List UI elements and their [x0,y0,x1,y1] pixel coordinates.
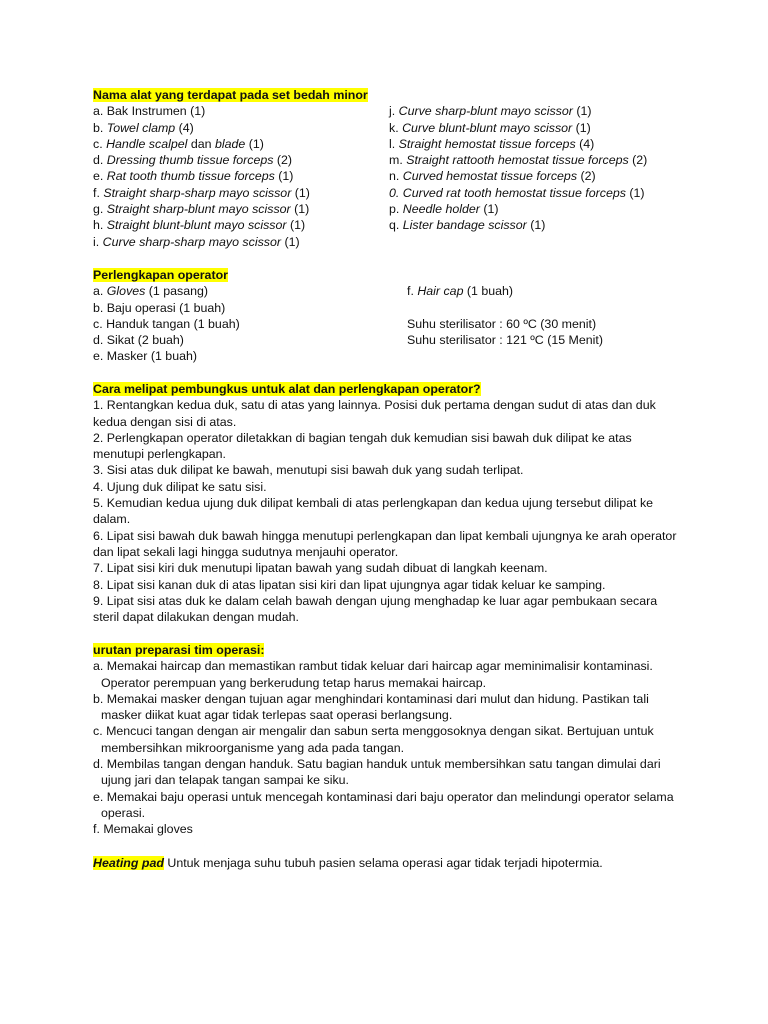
item-text: (1) [286,218,306,233]
item-name-italic: blade [214,136,246,151]
item-prefix: b. [93,300,107,315]
heating-pad-heading: Heating pad [93,856,164,870]
item-text: (1) [479,202,499,217]
item-name-italic: Gloves [106,284,146,299]
item-text: (1) [245,136,264,151]
item-prefix: e. [93,169,107,184]
item-prefix: d. [93,153,107,168]
item-name-italic: Lister bandage scissor [402,218,527,233]
item-text: (1) [572,120,591,135]
list-item [93,136,389,152]
list-item [93,152,389,168]
item-name-italic: Straight blunt-blunt mayo scissor [106,218,287,233]
list-item [93,217,389,233]
operator-equipment-right-column [407,283,603,364]
item-text: Sikat (2 buah) [106,333,184,348]
list-item [389,201,647,217]
instrument-list-section [93,87,683,250]
list-item [389,120,647,136]
list-item [389,217,647,233]
instrument-list-heading: Nama alat yang terdapat pada set bedah minor [93,88,368,102]
list-item [389,168,647,184]
list-item [389,103,647,119]
item-prefix: f. [93,185,104,200]
instrument-list-left-column [93,103,389,250]
step-item: b. Memakai masker dengan tujuan agar menghindari kontaminasi dari mulut dan hidung. Pastikan tali masker diikat kuat agar tidak terlepas saat operasi berlangsung. [93,691,649,723]
item-text: Baju operasi (1 buah) [106,300,226,315]
item-prefix: p. [389,202,403,217]
item-text: dan [187,136,215,151]
item-prefix: n. [389,169,403,184]
item-text: (2) [577,169,596,184]
item-prefix: e. [93,349,107,364]
step-item: 9. Lipat sisi atas duk ke dalam celah bawah dengan ujung menghadap ke luar agar pembukaan secara steril dapat dilakukan dengan mudah. [93,593,658,625]
item-name-italic: Straight sharp-blunt mayo scissor [106,202,291,217]
item-text: (1) [625,185,645,200]
item-prefix: b. [93,120,107,135]
folding-steps-section [93,381,683,625]
item-prefix: m. [389,153,407,168]
list-item [93,168,389,184]
list-item [389,136,647,152]
list-item [93,103,389,119]
item-name-italic: Curved hemostat tissue forceps [402,169,578,184]
list-item [407,283,603,299]
list-item [93,332,407,348]
item-name-italic: 0. Curved rat tooth hemostat tissue forceps [389,185,626,200]
step-item: 8. Lipat sisi kanan duk di atas lipatan sisi kiri dan lipat ujungnya agar tidak keluar ke samping. [93,577,606,592]
step-item: e. Memakai baju operasi untuk mencegah kontaminasi dari baju operator dan melindungi operator selama operasi. [93,789,674,820]
item-prefix: q. [389,218,403,233]
item-name-italic: Straight hemostat tissue forceps [398,136,576,151]
list-item [93,185,389,201]
item-prefix: d. [93,333,107,348]
list-item [93,316,407,332]
list-item [93,300,407,316]
list-item [407,332,603,348]
item-prefix: j. [389,104,399,119]
step-item: d. Membilas tangan dengan handuk. Satu bagian handuk untuk membersihkan satu tangan dimulai dari ujung jari dan telapak tangan sampai ke siku. [93,757,661,788]
team-preparation-section [93,642,683,838]
list-item [389,152,647,168]
item-text: Handuk tangan (1 buah) [106,316,240,331]
item-name-italic: Curve sharp-sharp mayo scissor [102,234,281,249]
item-prefix: a. [93,104,107,119]
item-text: (4) [175,120,194,135]
item-text: (1) [526,218,546,233]
item-text: Suhu sterilisator : 60 ºC (30 menit) [407,316,597,331]
operator-equipment-left-column [93,283,407,364]
item-prefix: c. [93,316,107,331]
item-name-italic: Straight sharp-sharp mayo scissor [103,185,292,200]
item-name-italic: Dressing thumb tissue forceps [106,153,274,168]
folding-steps-list [93,397,683,625]
list-item [407,316,603,332]
item-text: (1) [291,185,310,200]
step-item: 2. Perlengkapan operator diletakkan di bagian tengah duk kemudian sisi bawah duk dilipat ke atas menutupi perlengkapan. [93,430,632,462]
step-item: f. Memakai gloves [93,822,193,837]
item-text: Bak Instrumen (1) [106,104,206,119]
item-prefix: i. [93,234,103,249]
operator-equipment-section [93,267,683,365]
item-prefix: f. [407,284,418,299]
step-item: c. Mencuci tangan dengan air mengalir dan sabun serta menggosoknya dengan sikat. Bertujuan untuk membersihkan mikroorganisme yang ada pada tangan. [93,724,654,755]
instrument-list-right-column [389,103,647,250]
team-preparation-heading: urutan preparasi tim operasi: [93,643,265,657]
step-item: 1. Rentangkan kedua duk, satu di atas yang lainnya. Posisi duk pertama dengan sudut di atas dan duk kedua dengan sisi di atas. [93,398,656,429]
item-name-italic: Hair cap [417,284,464,299]
item-name-italic: Curve sharp-blunt mayo scissor [398,104,573,119]
list-item [93,234,389,250]
item-text: (2) [273,153,293,168]
folding-steps-heading: Cara melipat pembungkus untuk alat dan perlengkapan operator? [93,382,481,396]
item-prefix: l. [389,136,399,151]
item-name-italic: Needle holder [402,202,480,217]
item-prefix: a. [93,284,107,299]
list-item [389,185,647,201]
item-name-italic: Handle scalpel [106,136,188,151]
item-prefix: h. [93,218,107,233]
step-item: 5. Kemudian kedua ujung duk dilipat kembali di atas perlengkapan dan kedua ujung tersebut dilipat ke dalam. [93,496,654,527]
item-text: (2) [628,153,648,168]
list-item [93,120,389,136]
step-item: 4. Ujung duk dilipat ke satu sisi. [93,479,267,494]
step-item: 3. Sisi atas duk dilipat ke bawah, menutupi sisi bawah duk yang sudah terlipat. [93,463,524,478]
team-preparation-list [93,658,683,837]
item-prefix: k. [389,120,403,135]
step-item: 6. Lipat sisi bawah duk bawah hingga menutupi perlengkapan dan lipat kembali ujungnya ke arah operator dan lipat sekali lagi hingga sudutnya menjauhi operator. [93,528,677,559]
item-text: (1 buah) [463,284,514,299]
list-item [407,300,603,316]
heating-pad-text: Untuk menjaga suhu tubuh pasien selama operasi agar tidak terjadi hipotermia. [163,856,603,870]
item-text: (1) [572,104,592,119]
item-text: (4) [575,136,595,151]
heating-pad-section [93,855,683,871]
list-item [93,201,389,217]
item-prefix: g. [93,202,107,217]
item-text: Masker (1 buah) [106,349,197,364]
list-item [93,283,407,299]
item-prefix: c. [93,136,107,151]
item-text: (1) [281,234,300,249]
item-text: (1 pasang) [145,284,209,299]
item-name-italic: Towel clamp [106,120,176,135]
item-name-italic: Rat tooth thumb tissue forceps [106,169,275,184]
step-item: a. Memakai haircap dan memastikan rambut tidak keluar dari haircap agar meminimalisir kontaminasi. Operator perempuan yang berkerudung tetap harus memakai haircap. [93,659,653,690]
item-name-italic: Curve blunt-blunt mayo scissor [402,120,573,135]
item-text: Suhu sterilisator : 121 ºC (15 Menit) [407,333,603,348]
step-item: 7. Lipat sisi kiri duk menutupi lipatan bawah yang sudah dibuat di langkah keenam. [93,561,548,576]
item-text: (1) [274,169,294,184]
item-name-italic: Straight rattooth hemostat tissue forceps [406,153,629,168]
operator-equipment-heading: Perlengkapan operator [93,268,228,282]
list-item [93,348,407,364]
item-text: (1) [290,202,310,217]
